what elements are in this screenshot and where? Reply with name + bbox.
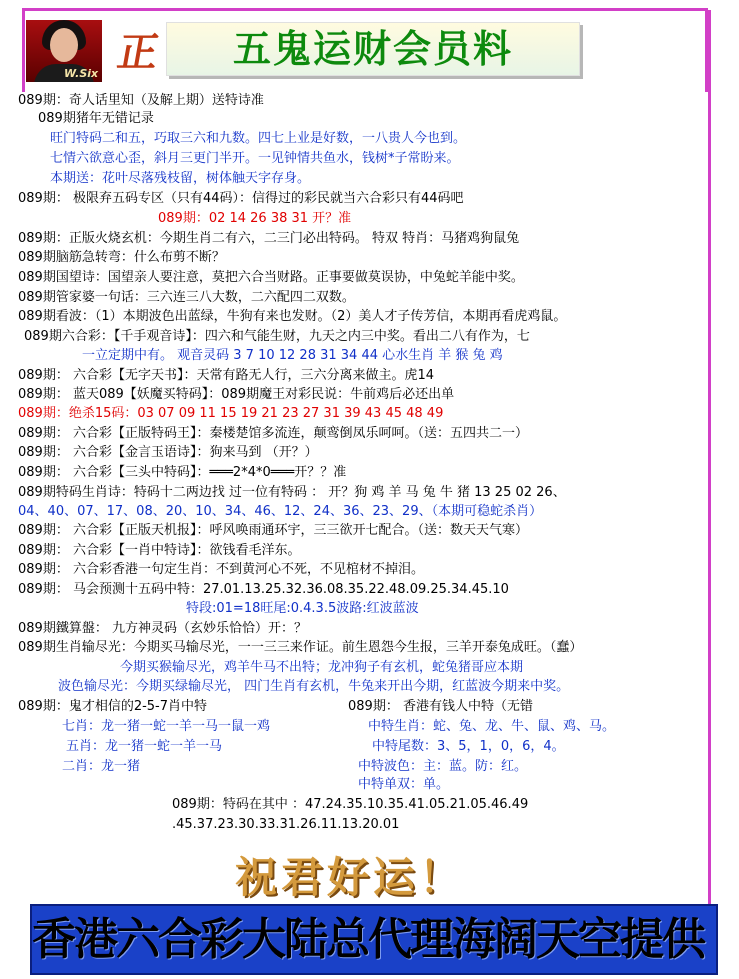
line-32: 089期：鬼才相信的2-5-7肖中特 bbox=[18, 699, 208, 714]
line-42: .45.37.23.30.33.31.26.11.13.20.01 bbox=[172, 817, 400, 832]
line-14: 一立定期中有。 观音灵码 3 7 10 12 28 31 34 44 心水生肖 羊 猴 兔 鸡 bbox=[82, 348, 503, 363]
line-2: 089期猪年无错记录 bbox=[38, 111, 154, 126]
line-29: 089期生肖输尽光：今期买马输尽光，一一三三来作证。前生恩怨今生报，三羊开泰兔成旺。（蠢） bbox=[18, 640, 583, 655]
page-title: 五鬼运财会员料 bbox=[232, 26, 513, 71]
seal-logo: 正 bbox=[113, 29, 163, 76]
line-9: 089期脑筋急转弯：什么布剪不断？ bbox=[18, 250, 225, 265]
line-12: 089期看波：（1）本期波色出蓝绿，牛狗有来也发财。（2）美人才子传芳信，本期再看虎鸡鼠。 bbox=[18, 309, 567, 324]
line-21: 089期特码生肖诗：特码十二两边找 过一位有特码 ： 开？狗 鸡 羊 马 兔 牛 猪 13 25 02 26、 bbox=[18, 485, 566, 500]
line-15: 089期： 六合彩【无字天书】：天常有路无人行，三六分离来做主。虎14 bbox=[18, 368, 434, 383]
line-23: 089期： 六合彩【正版天机报】：呼风唤雨通环宇，三三欲开七配合。（送：数天天气寒） bbox=[18, 523, 528, 538]
line-35: 中特生肖：蛇、兔、龙、牛、鼠、鸡、马。 bbox=[368, 719, 616, 734]
line-34: 七肖：龙一猪一蛇一羊一马一鼠一鸡 bbox=[62, 719, 271, 734]
line-4: 七情六欲意心歪，斜月三更门半开。一见钟情共鱼水，钱树*子常盼来。 bbox=[50, 151, 460, 166]
line-19: 089期： 六合彩【金言玉语诗】：狗来马到 （开？） bbox=[18, 445, 318, 460]
line-1: 089期：奇人话里知（及解上期）送特诗准 bbox=[18, 93, 264, 108]
line-11: 089期管家婆一句话：三六连三八大数，二六配四二双数。 bbox=[18, 290, 355, 305]
line-13: 089期六合彩：【千手观音诗】：四六和气能生财，九天之内三中奖。看出二八有作为，七 bbox=[24, 329, 530, 344]
line-26: 089期： 马会预测十五码中特：27.01.13.25.32.36.08.35.22.48.09.25.34.45.10 bbox=[18, 582, 509, 597]
page-title-box bbox=[166, 22, 580, 76]
line-39: 中特波色：主：蓝。防：红。 bbox=[358, 759, 528, 774]
line-6: 089期： 极限弃五码专区（只有44码）：信得过的彩民就当六合彩只有44码吧 bbox=[18, 191, 464, 206]
line-31: 波色输尽光：今期买绿输尽光， 四门生肖有玄机，牛兔来开出今期，红蓝波今期来中奖。 bbox=[58, 679, 570, 694]
line-16: 089期： 蓝天089【妖魔买特码】：089期魔王对彩民说：牛前鸡后必还出单 bbox=[18, 387, 455, 402]
line-10: 089期国望诗：国望亲人要注意，莫把六合当财路。正事要做莫误协，中兔蛇羊能中奖。 bbox=[18, 270, 524, 285]
portrait-signature: W.Six bbox=[64, 67, 99, 80]
footer-text: 香港六合彩大陆总代理海阔天空提供 bbox=[32, 914, 704, 965]
good-luck-banner: 祝君好运！ bbox=[235, 853, 466, 902]
line-3: 旺门特码二和五，巧取三六和九数。四七上业是好数，一八贵人今也到。 bbox=[50, 131, 467, 146]
line-27: 特段:01=18旺尾:0.4.3.5波路:红波蓝波 bbox=[186, 601, 419, 616]
line-36: 五肖：龙一猪一蛇一羊一马 bbox=[66, 739, 223, 754]
line-22: 04、40、07、17、08、20、10、34、46、12、24、36、23、29、（本期可稳蛇杀肖） bbox=[18, 504, 543, 519]
page-right-border bbox=[708, 10, 711, 960]
line-18: 089期： 六合彩【正版特码王】：秦楼楚馆多流连，颠鸾倒凤乐呵呵。（送：五四共二一） bbox=[18, 426, 528, 441]
line-33: 089期： 香港有钱人中特（无错 bbox=[348, 699, 533, 714]
line-7: 089期：02 14 26 38 31 开？准 bbox=[158, 211, 352, 226]
header-portrait-image bbox=[26, 20, 102, 82]
line-41: 089期：特码在其中 ：47.24.35.10.35.41.05.21.05.46.49 bbox=[172, 797, 529, 812]
line-38: 二肖：龙一猪 bbox=[62, 759, 141, 774]
line-37: 中特尾数：3、5，1，0，6，4。 bbox=[372, 739, 565, 754]
line-8: 089期：正版火烧玄机：今期生肖二有六，二三门必出特码。 特双 特肖：马猪鸡狗鼠兔 bbox=[18, 231, 520, 246]
line-20: 089期： 六合彩【三头中特码】：═══2*4*0═══开？？准 bbox=[18, 465, 347, 480]
line-5: 本期送：花叶尽落残枝留，树体触天字存身。 bbox=[50, 171, 311, 186]
line-30: 今期买猴输尽光，鸡羊牛马不出特；龙冲狗子有玄机，蛇兔猪哥应本期 bbox=[120, 660, 524, 675]
footer-banner bbox=[30, 904, 718, 975]
line-25: 089期： 六合彩香港一句定生肖：不到黄河心不死，不见棺材不掉泪。 bbox=[18, 562, 424, 577]
line-28: 089期鐵算盤： 九方神灵码（玄妙乐恰恰）开：？ bbox=[18, 621, 307, 636]
line-24: 089期： 六合彩【一肖中特诗】：欲钱看毛洋东。 bbox=[18, 543, 301, 558]
line-17: 089期：绝杀15码：03 07 09 11 15 19 21 23 27 31 39 43 45 48 49 bbox=[18, 406, 444, 421]
line-40: 中特单双：单。 bbox=[358, 777, 450, 792]
